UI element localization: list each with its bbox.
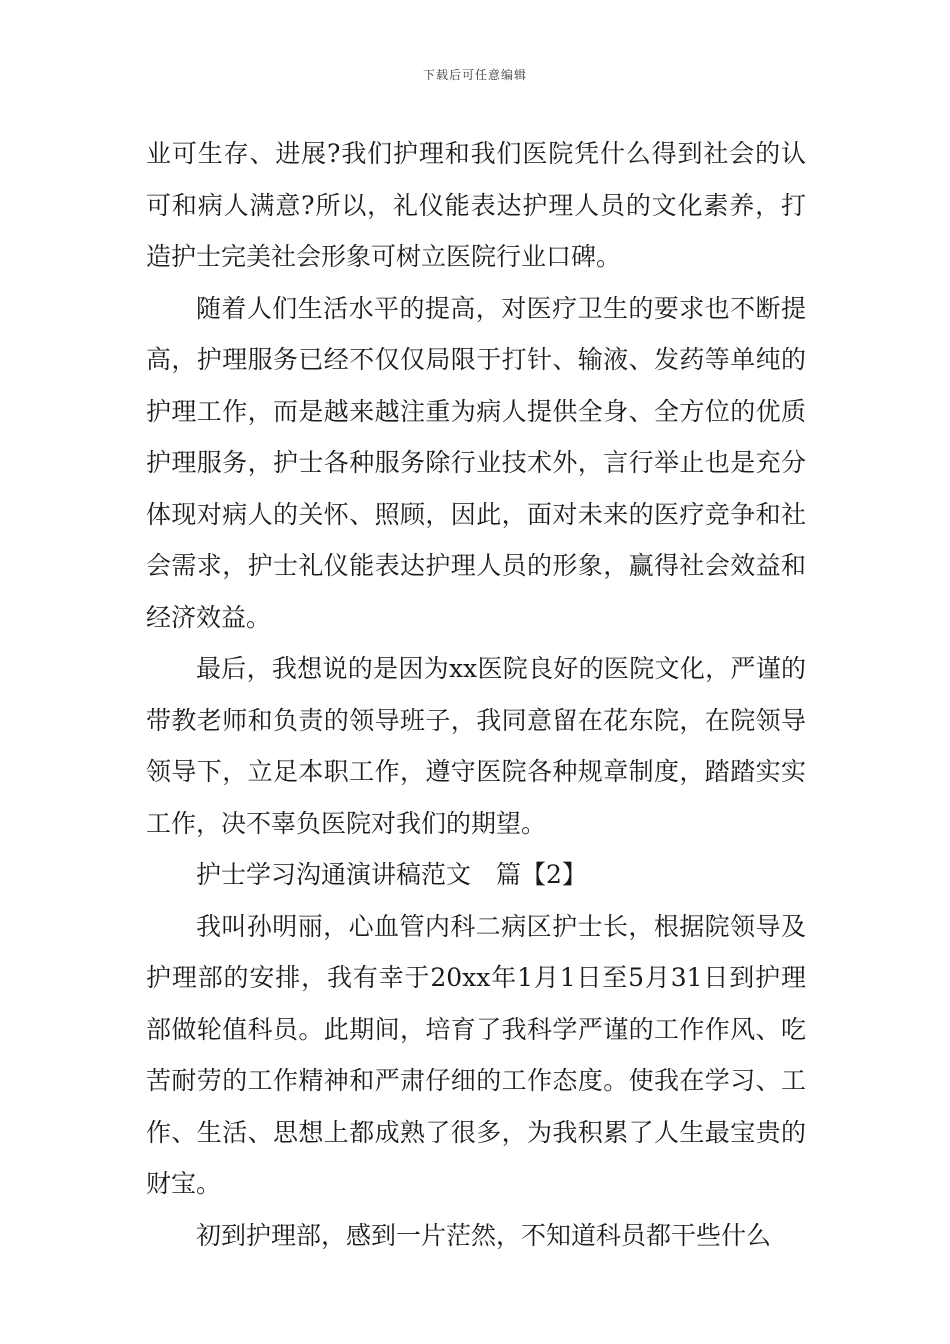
page-header: 下载后可任意编辑: [422, 68, 527, 82]
paragraph-3: 最后，我想说的是因为xx医院良好的医院文化，严谨的带教老师和负责的领导班子，我同意留在花东院，在院领导领导下，立足本职工作，遵守医院各种规章制度，踏踏实实工作，决不辜负医院对我们的期望。: [146, 654, 806, 838]
section-heading: 护士学习沟通演讲稿范文 篇【2】: [196, 860, 587, 889]
paragraph-1: 业可生存、进展?我们护理和我们医院凭什么得到社会的认可和病人满意?所以，礼仪能表达护理人员的文化素养，打造护士完美社会形象可树立医院行业口碑。: [146, 139, 806, 271]
paragraph-2: 随着人们生活水平的提高，对医疗卫生的要求也不断提高，护理服务已经不仅仅局限于打针、输液、发药等单纯的护理工作，而是越来越注重为病人提供全身、全方位的优质护理服务，护士各种服务除行业技术外，言行举止也是充分体现对病人的关怀、照顾，因此，面对未来的医疗竞争和社会需求，护士礼仪能表达护理人员的形象，赢得社会效益和经济效益。: [146, 293, 806, 632]
paragraph-5: 初到护理部，感到一片茫然，不知道科员都干些什么: [196, 1220, 772, 1250]
paragraph-4: 我叫孙明丽，心血管内科二病区护士长，根据院领导及护理部的安排，我有幸于20xx年1月1日至5月31日到护理部做轮值科员。此期间，培育了我科学严谨的工作作风、吃苦耐劳的工作精神和严肃仔细的工作态度。使我在学习、工作、生活、思想上都成熟了很多，为我积累了人生最宝贵的财宝。: [146, 911, 806, 1198]
document-body: [146, 128, 806, 1261]
